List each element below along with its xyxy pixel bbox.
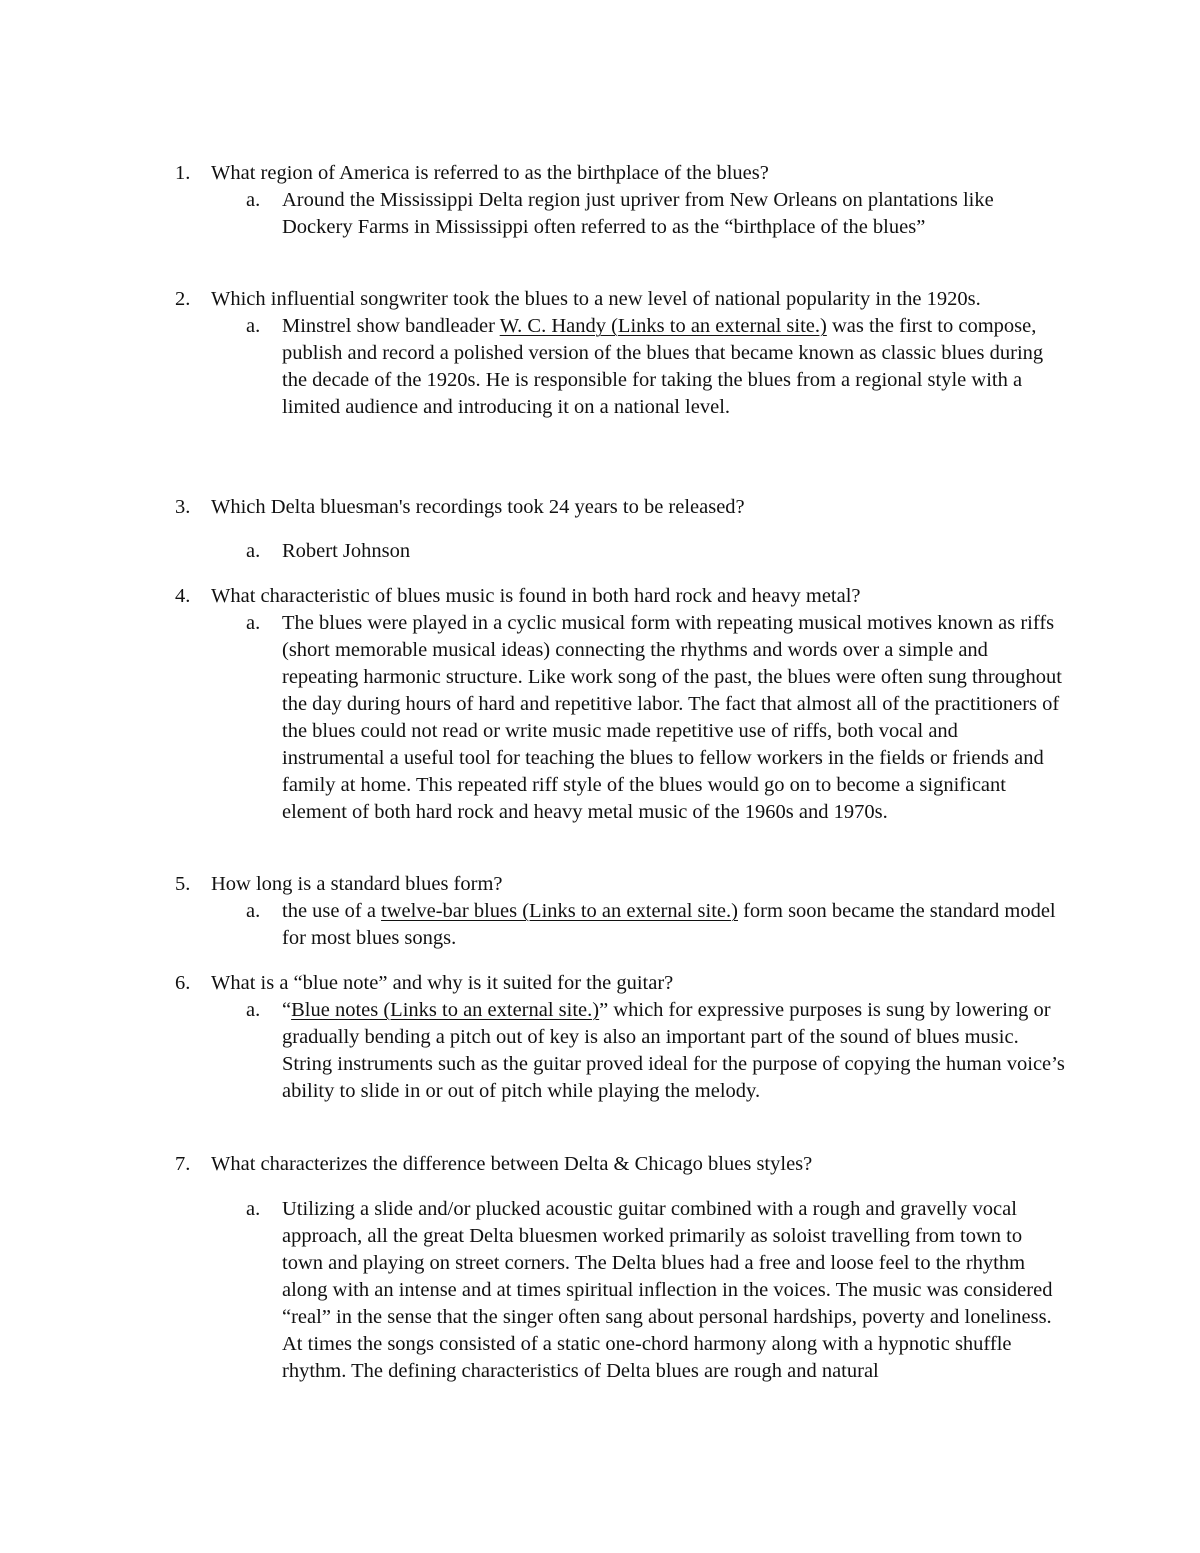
answer-text-before: “ <box>282 999 292 1021</box>
question-number: 2. <box>175 288 191 310</box>
question-number: 4. <box>175 585 191 607</box>
question-3 <box>175 494 1065 565</box>
answer-letter: a. <box>246 900 261 922</box>
question-text-row <box>175 871 1065 898</box>
question-text-row <box>175 583 1065 610</box>
answer <box>175 313 1065 421</box>
answer <box>175 610 1065 826</box>
question-text: What characteristic of blues music is found in both hard rock and heavy metal? <box>211 585 861 607</box>
question-text-row <box>175 286 1065 313</box>
question-text-row <box>175 970 1065 997</box>
question-text-row <box>175 494 1065 521</box>
answer <box>175 187 1065 241</box>
question-4 <box>175 583 1065 826</box>
blue-notes-link[interactable]: Blue notes (Links to an external site.) <box>291 999 600 1021</box>
question-text: How long is a standard blues form? <box>211 873 503 895</box>
answer-text-after: form soon became the standard model for most blues songs. <box>282 900 1056 949</box>
question-text: What region of America is referred to as the birthplace of the blues? <box>211 162 769 184</box>
answer-text: Robert Johnson <box>282 540 411 562</box>
question-text: What is a “blue note” and why is it suited for the guitar? <box>211 972 674 994</box>
question-number: 7. <box>175 1153 191 1175</box>
question-number: 1. <box>175 162 191 184</box>
answer-text: The blues were played in a cyclic musical form with repeating musical motives known as riffs (short memorable musical ideas) connecting the rhythms and words over a simple and repeating harmonic structure. Like work song of the past, the blues were often sung throughout the day during hours of hard and repetitive labor. The fact that almost all of the practitioners of the blues could not read or write music made repetitive use of riffs, both vocal and instrumental a useful tool for teaching the blues to fellow workers in the fields or friends and family at home. This repeated riff style of the blues would go on to become a significant element of both hard rock and heavy metal music of the 1960s and 1970s. <box>282 612 1062 823</box>
question-2 <box>175 286 1065 421</box>
question-6 <box>175 970 1065 1105</box>
answer <box>175 997 1065 1105</box>
answer-letter: a. <box>246 999 261 1021</box>
question-text-row <box>175 1151 1065 1178</box>
question-1 <box>175 160 1065 241</box>
answer-letter: a. <box>246 612 261 634</box>
answer-letter: a. <box>246 540 261 562</box>
answer-text-before: Minstrel show bandleader <box>282 315 500 337</box>
answer-letter: a. <box>246 315 261 337</box>
answer-text: Around the Mississippi Delta region just upriver from New Orleans on plantations like Dockery Farms in Mississippi often referred to as the “birthplace of the blues” <box>282 189 994 238</box>
question-5 <box>175 871 1065 952</box>
question-number: 5. <box>175 873 191 895</box>
answer-letter: a. <box>246 189 261 211</box>
wc-handy-link[interactable]: W. C. Handy (Links to an external site.) <box>499 315 827 337</box>
question-7 <box>175 1151 1065 1385</box>
answer-text: Utilizing a slide and/or plucked acoustic guitar combined with a rough and gravelly vocal approach, all the great Delta bluesmen worked primarily as soloist travelling from town to town and playing on street corners. The Delta blues had a free and loose feel to the rhythm along with an intense and at times spiritual inflection in the voices. The music was considered “real” in the sense that the singer often sang about personal hardships, poverty and loneliness. At times the songs consisted of a static one-chord harmony along with a hypnotic shuffle rhythm. The defining characteristics of Delta blues are rough and natural <box>282 1198 1053 1382</box>
answer <box>175 538 1065 565</box>
question-text: Which influential songwriter took the blues to a new level of national popularity in the 1920s. <box>211 288 981 310</box>
question-text: What characterizes the difference between Delta & Chicago blues styles? <box>211 1153 813 1175</box>
answer-text-after: ” which for expressive purposes is sung by lowering or gradually bending a pitch out of key is also an important part of the sound of blues music. String instruments such as the guitar proved ideal for the purpose of copying the human voice’s ability to slide in or out of pitch while playing the melody. <box>282 999 1065 1102</box>
twelve-bar-blues-link[interactable]: twelve-bar blues (Links to an external site.) <box>381 900 738 922</box>
answer <box>175 1196 1065 1385</box>
question-number: 6. <box>175 972 191 994</box>
question-text: Which Delta bluesman's recordings took 24 years to be released? <box>211 496 745 518</box>
answer-text-before: the use of a <box>282 900 382 922</box>
answer <box>175 898 1065 952</box>
question-text-row <box>175 160 1065 187</box>
answer-text-after: was the first to compose, publish and record a polished version of the blues that became known as classic blues during the decade of the 1920s. He is responsible for taking the blues from a regional style with a limited audience and introducing it on a national level. <box>282 315 1044 418</box>
answer-letter: a. <box>246 1198 261 1220</box>
question-number: 3. <box>175 496 191 518</box>
